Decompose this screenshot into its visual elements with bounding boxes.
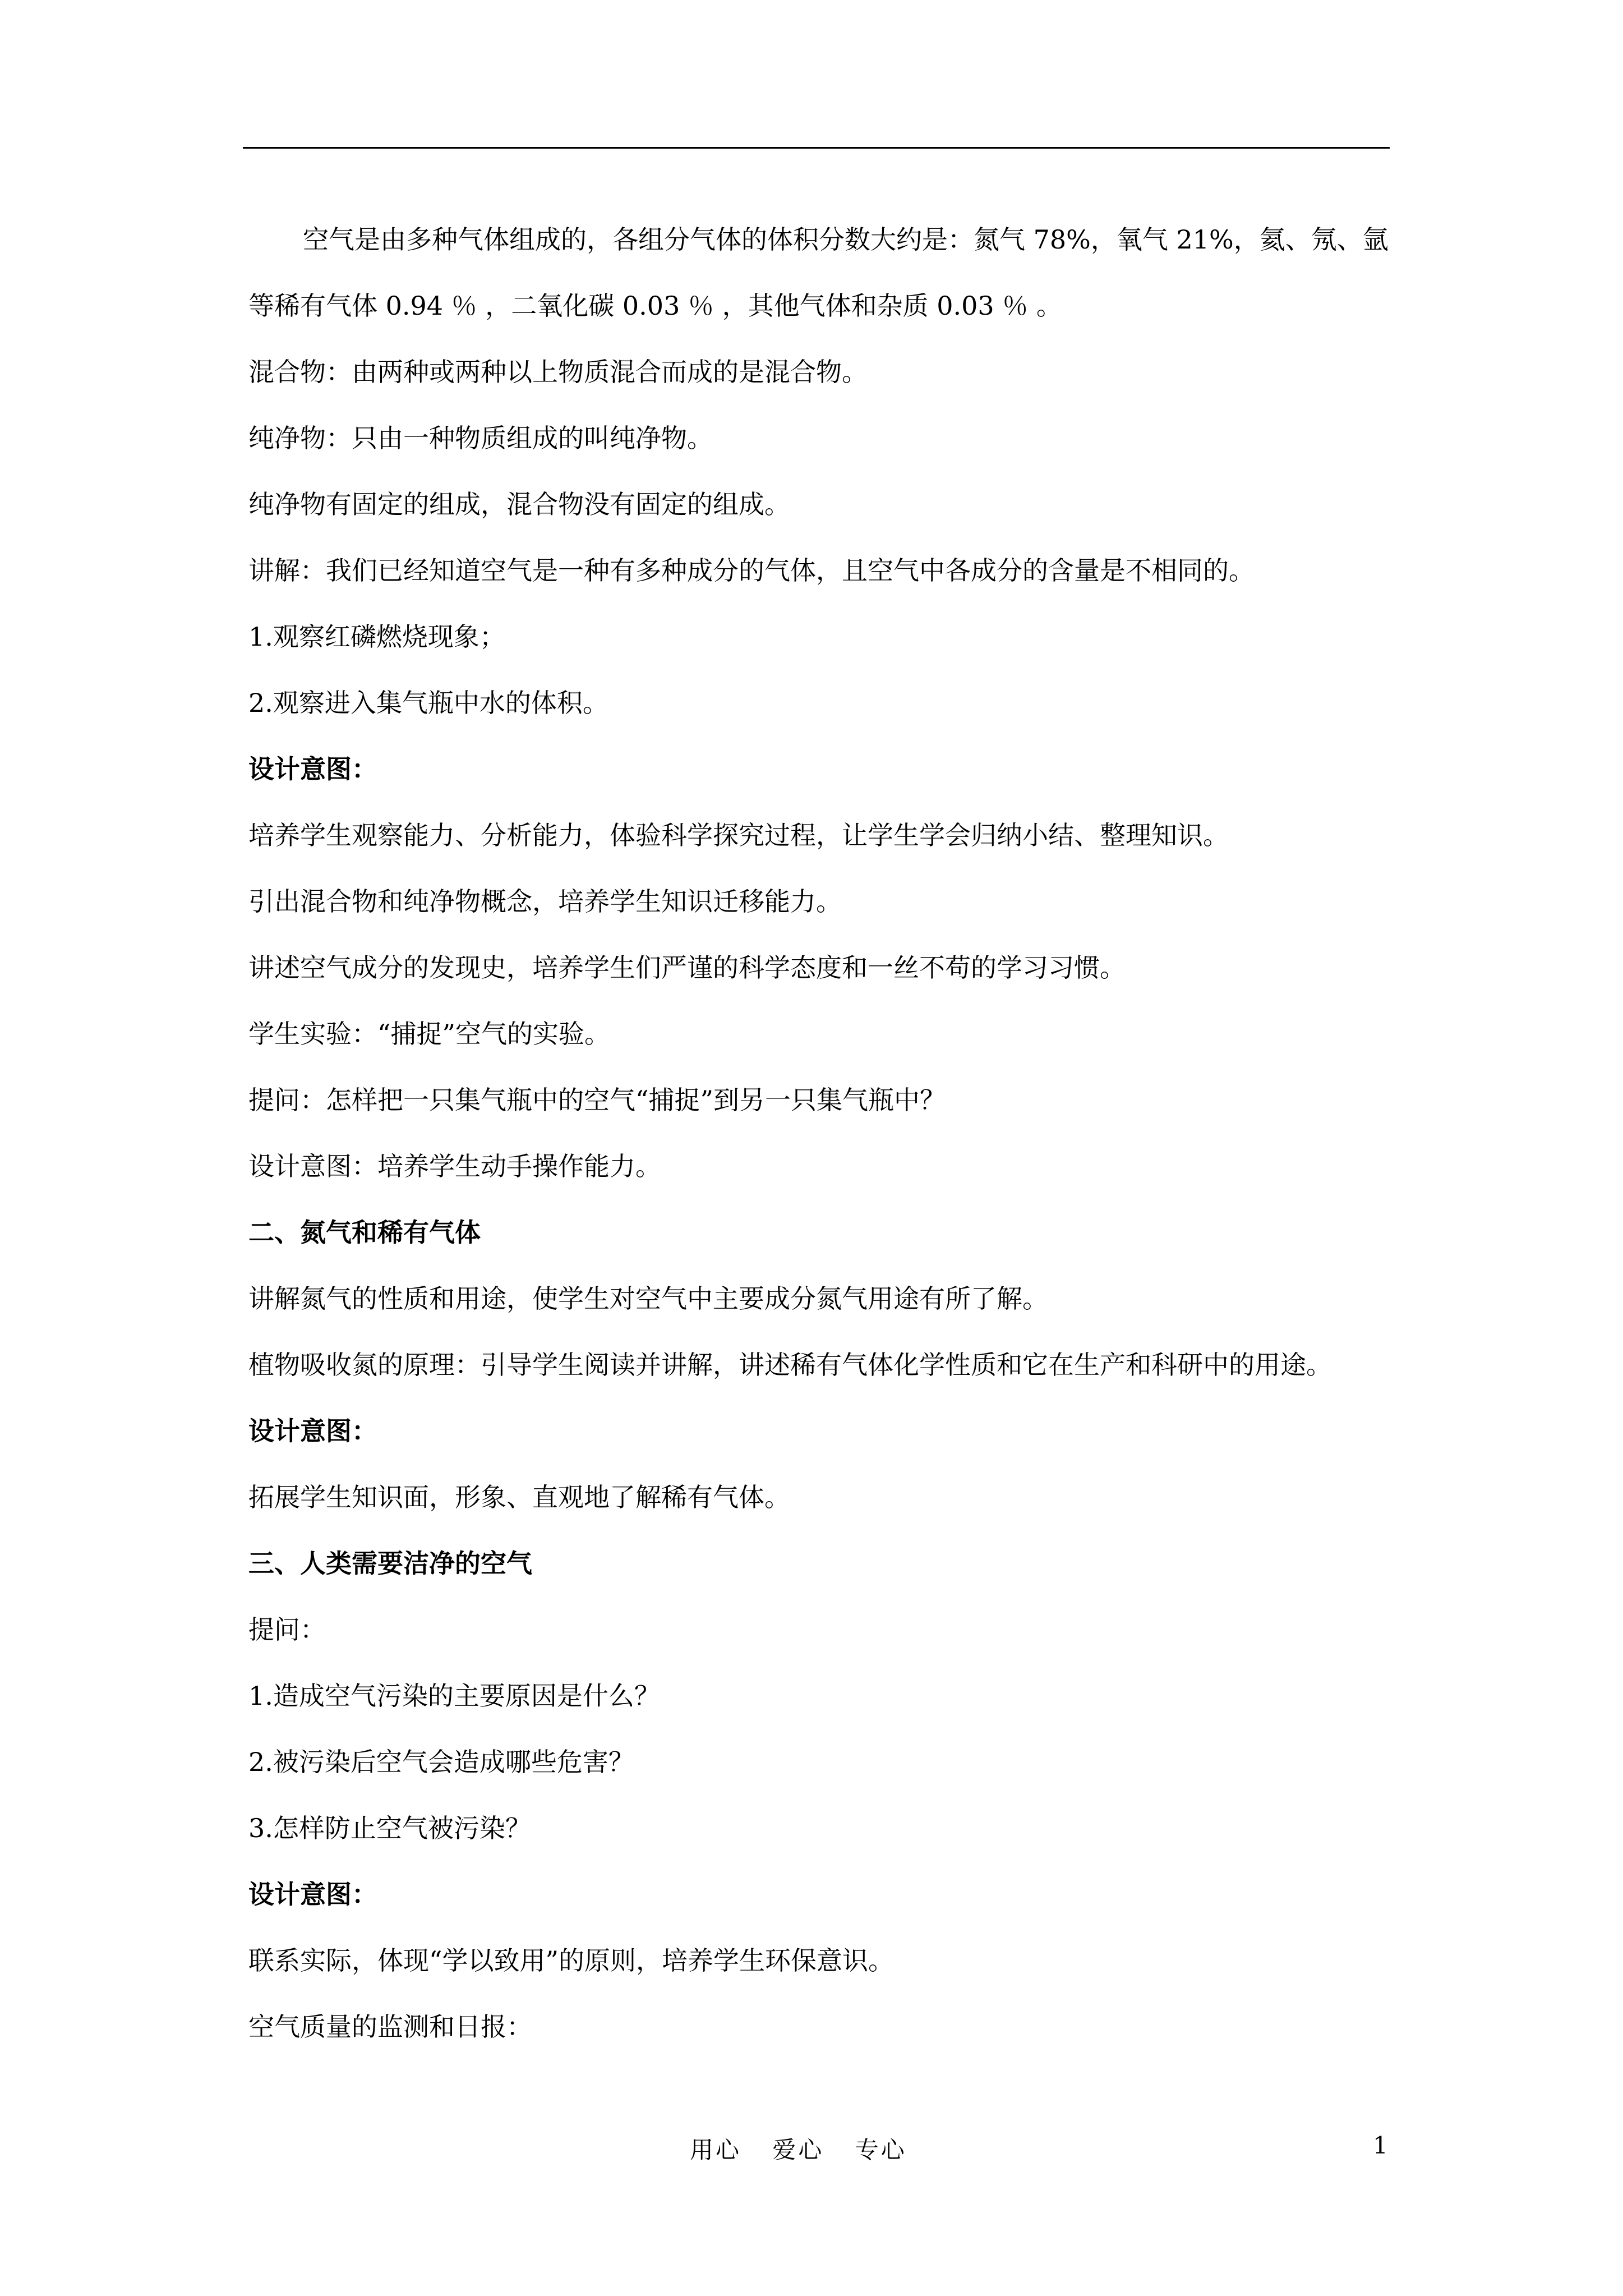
section-heading: 设计意图： <box>248 1416 377 1446</box>
paragraph: 1.观察红磷燃烧现象； <box>248 622 505 652</box>
paragraph: 2.观察进入集气瓶中水的体积。 <box>248 688 608 718</box>
paragraph: 1.造成空气污染的主要原因是什么？ <box>248 1681 660 1711</box>
paragraph: 3.怎样防止空气被污染？ <box>248 1813 531 1843</box>
paragraph: 拓展学生知识面，形象、直观地了解稀有气体。 <box>248 1482 790 1512</box>
paragraph: 2.被污染后空气会造成哪些危害？ <box>248 1747 634 1777</box>
paragraph: 培养学生观察能力、分析能力，体验科学探究过程，让学生学会归纳小结、整理知识。 <box>248 820 1229 850</box>
paragraph: 设计意图：培养学生动手操作能力。 <box>248 1151 661 1181</box>
page-number: 1 <box>1373 2132 1388 2159</box>
paragraph: 植物吸收氮的原理：引导学生阅读并讲解，讲述稀有气体化学性质和它在生产和科研中的用途。 <box>248 1350 1332 1380</box>
paragraph: 讲述空气成分的发现史，培养学生们严谨的科学态度和一丝不苟的学习习惯。 <box>248 953 1126 983</box>
paragraph: 讲解氮气的性质和用途，使学生对空气中主要成分氮气用途有所了解。 <box>248 1283 1048 1314</box>
paragraph: 讲解：我们已经知道空气是一种有多种成分的气体，且空气中各成分的含量是不相同的。 <box>248 555 1255 586</box>
header-rule <box>243 147 1390 149</box>
paragraph: 提问：怎样把一只集气瓶中的空气“捕捉”到另一只集气瓶中？ <box>248 1085 946 1115</box>
footer-slogan: 用心 爱心 专心 <box>690 2136 907 2164</box>
document-body <box>248 206 1398 2060</box>
page-footer <box>0 2132 1623 2171</box>
paragraph: 纯净物：只由一种物质组成的叫纯净物。 <box>248 423 713 453</box>
paragraph: 联系实际，体现“学以致用”的原则，培养学生环保意识。 <box>248 1945 895 1976</box>
paragraph: 空气是由多种气体组成的，各组分气体的体积分数大约是：氮气 78%，氧气 21%，氦、氖、氩等稀有气体 0.94 ％ ，二氧化碳 0.03 ％ ，其他气体和杂质 0.03 ％ 。 <box>248 224 1389 321</box>
section-heading: 设计意图： <box>248 754 377 784</box>
section-heading: 二、氮气和稀有气体 <box>248 1217 481 1248</box>
paragraph: 引出混合物和纯净物概念，培养学生知识迁移能力。 <box>248 886 842 917</box>
paragraph: 空气质量的监测和日报： <box>248 2012 532 2042</box>
paragraph: 提问： <box>248 1614 326 1645</box>
section-heading: 设计意图： <box>248 1879 377 1910</box>
paragraph: 混合物：由两种或两种以上物质混合而成的是混合物。 <box>248 357 868 387</box>
paragraph: 纯净物有固定的组成，混合物没有固定的组成。 <box>248 489 790 519</box>
paragraph: 学生实验：“捕捉”空气的实验。 <box>248 1019 611 1049</box>
section-heading: 三、人类需要洁净的空气 <box>248 1548 532 1579</box>
